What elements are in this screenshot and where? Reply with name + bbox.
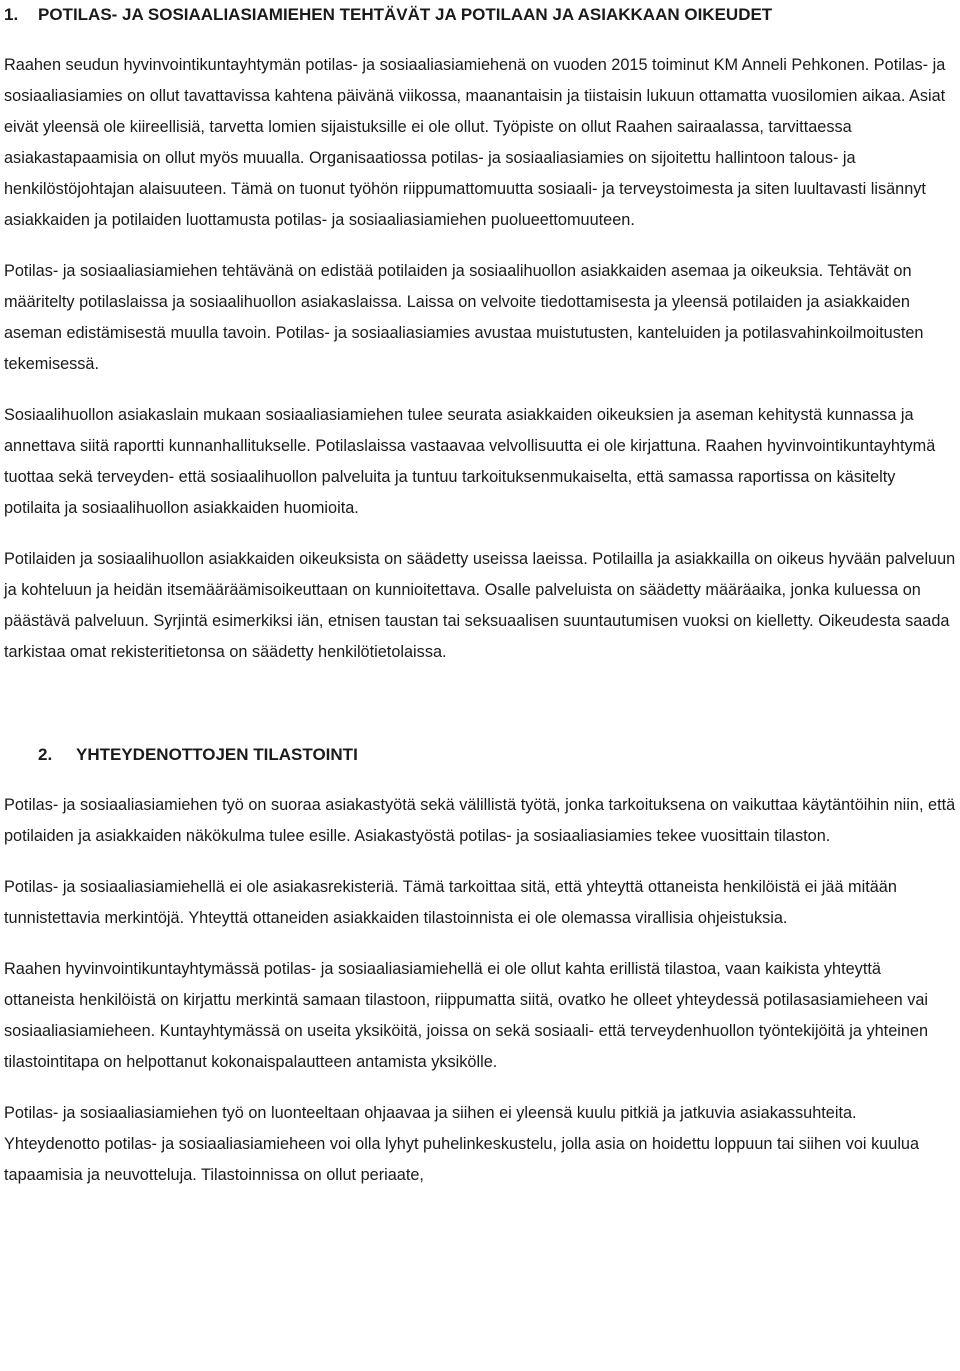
section-1-paragraph-1: Raahen seudun hyvinvointikuntayhtymän potilas- ja sosiaaliasiamiehenä on vuoden 2015 toiminut KM Anneli Pehkonen. Potilas- ja sosiaaliasiamies on ollut tavattavissa kahtena päivänä viikossa, maanantaisin ja tiistaisin lukuun ottamatta vuosilomien aikaa. Asiat eivät yleensä ole kiireellisiä, tarvetta lomien sijaistuksille ei ole ollut. Työpiste on ollut Raahen sairaalassa, tarvittaessa asiakastapaamisia on ollut myös muualla. Organisaatiossa potilas- ja sosiaaliasiamies on sijoitettu hallintoon talous- ja henkilöstöjohtajan alaisuuteen. Tämä on tuonut työhön riippumattomuutta sosiaali- ja terveystoimesta ja siten luultavasti lisännyt asiakkaiden ja potilaiden luottamusta potilas- ja sosiaaliasiamiehen puolueettomuuteen. xyxy=(4,56,946,229)
section-2-title: YHTEYDENOTTOJEN TILASTOINTI xyxy=(76,745,358,764)
document-page xyxy=(4,0,956,1191)
section-2-paragraph-1: Potilas- ja sosiaaliasiamiehen työ on suoraa asiakastyötä sekä välillistä työtä, jonka tarkoituksena on vaikuttaa käytäntöihin niin, että potilaiden ja asiakkaiden näkökulma tulee esille. Asiakastyöstä potilas- ja sosiaaliasiamies tekee vuosittain tilaston. xyxy=(4,796,956,845)
section-1-title: POTILAS- JA SOSIAALIASIAMIEHEN TEHTÄVÄT JA POTILAAN JA ASIAKKAAN OIKEUDET xyxy=(38,5,773,24)
section-2-heading xyxy=(4,744,956,766)
section-1-paragraph-3: Sosiaalihuollon asiakaslain mukaan sosiaaliasiamiehen tulee seurata asiakkaiden oikeuksien ja aseman kehitystä kunnassa ja annettava siitä raportti kunnanhallitukselle. Potilaslaissa vastaavaa velvollisuutta ei ole kirjattuna. Raahen hyvinvointikuntayhtymä tuottaa sekä terveyden- että sosiaalihuollon palveluita ja tuntuu tarkoituksenmukaiselta, että samassa raportissa on käsitelty potilaita ja sosiaalihuollon asiakkaiden huomioita. xyxy=(4,406,936,517)
section-1-paragraph-2: Potilas- ja sosiaaliasiamiehen tehtävänä on edistää potilaiden ja sosiaalihuollon asiakkaiden asemaa ja oikeuksia. Tehtävät on määritelty potilaslaissa ja sosiaalihuollon asiakaslaissa. Laissa on velvoite tiedottamisesta ja yleensä potilaiden ja asiakkaiden aseman edistämisestä muulla tavoin. Potilas- ja sosiaaliasiamies avustaa muistutusten, kanteluiden ja potilasvahinkoilmoitusten tekemisessä. xyxy=(4,262,924,373)
section-2-paragraph-4: Potilas- ja sosiaaliasiamiehen työ on luonteeltaan ohjaavaa ja siihen ei yleensä kuulu pitkiä ja jatkuvia asiakassuhteita. Yhteydenotto potilas- ja sosiaaliasiamieheen voi olla lyhyt puhelinkeskustelu, jolla asia on hoidettu loppuun tai siihen voi kuulua tapaamisia ja neuvotteluja. Tilastoinnissa on ollut periaate, xyxy=(4,1104,920,1184)
section-2-number: 2. xyxy=(38,745,53,764)
section-2-paragraph-2: Potilas- ja sosiaaliasiamiehellä ei ole asiakasrekisteriä. Tämä tarkoittaa sitä, että yhteyttä ottaneista henkilöistä ei jää mitään tunnistettavia merkintöjä. Yhteyttä ottaneiden asiakkaiden tilastoinnista ei ole olemassa virallisia ohjeistuksia. xyxy=(4,878,897,927)
section-1-heading xyxy=(4,4,956,26)
section-1-number: 1. xyxy=(4,5,19,24)
section-2-paragraph-3: Raahen hyvinvointikuntayhtymässä potilas- ja sosiaaliasiamiehellä ei ole ollut kahta erillistä tilastoa, vaan kaikista yhteyttä ottaneista henkilöistä on kirjattu merkintä samaan tilastoon, riippumatta siitä, ovatko he olleet yhteydessä potilasasiamieheen vai sosiaaliasiamieheen. Kuntayhtymässä on useita yksiköitä, joissa on sekä sosiaali- että terveydenhuollon työntekijöitä ja yhteinen tilastointitapa on helpottanut kokonaispalautteen antamista yksikölle. xyxy=(4,960,929,1071)
section-1-paragraph-4: Potilaiden ja sosiaalihuollon asiakkaiden oikeuksista on säädetty useissa laeissa. Potilailla ja asiakkailla on oikeus hyvään palveluun ja kohteluun ja heidän itsemääräämisoikeuttaan on kunnioitettava. Osalle palveluista on säädetty määräaika, jonka kuluessa on päästävä palveluun. Syrjintä esimerkiksi iän, etnisen taustan tai seksuaalisen suuntautumisen vuoksi on kielletty. Oikeudesta saada tarkistaa omat rekisteritietonsa on säädetty henkilötietolaissa. xyxy=(4,550,956,661)
